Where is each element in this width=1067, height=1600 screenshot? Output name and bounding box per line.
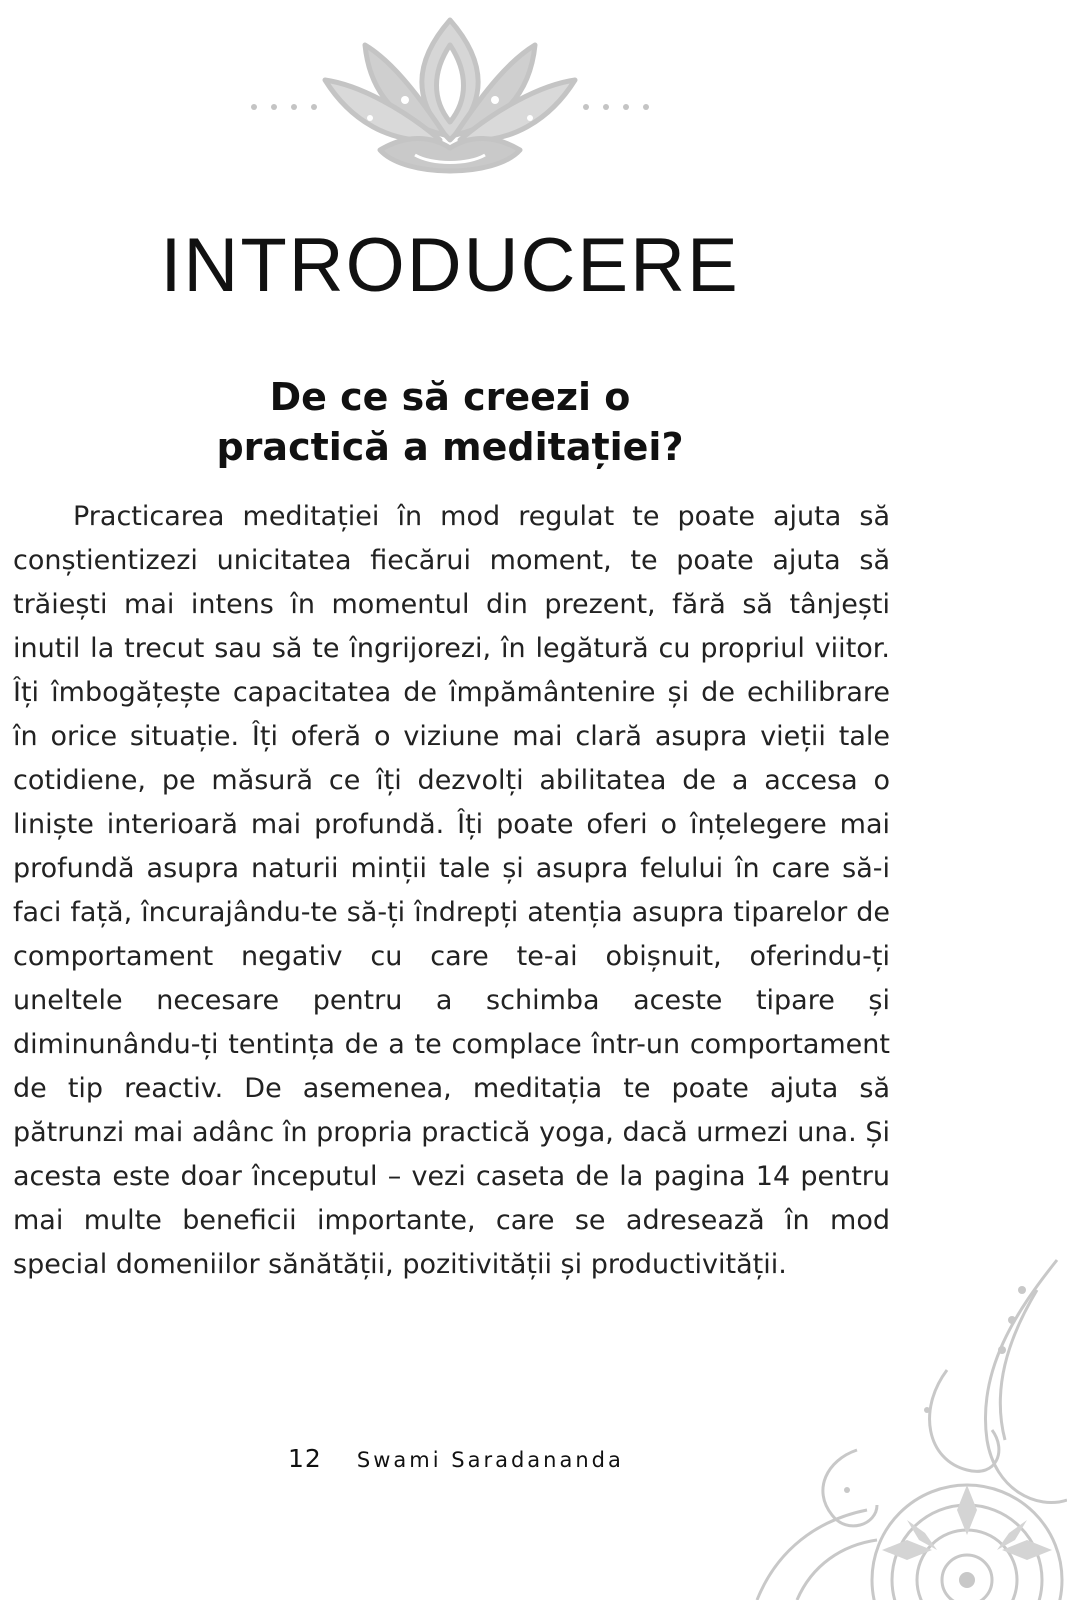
section-title-line-2: practică a meditației? (216, 425, 684, 469)
page-footer (288, 1444, 624, 1473)
lotus-ornament-icon (240, 0, 660, 200)
author-name: Swami Saradananda (356, 1448, 624, 1472)
section-title-line-1: De ce să creezi o (269, 375, 631, 419)
chapter-title: INTRODUCERE (160, 223, 740, 308)
section-title (130, 372, 770, 472)
mandala-corner-icon (737, 1250, 1067, 1600)
body-paragraph: Practicarea meditației în mod regulat te poate ajuta să conștientizezi unicitatea fiecărui moment, te poate ajuta să trăiești mai intens în momentul din prezent, fără să tânjești inutil la trecut sau să te îngrijorezi, în legătură cu propriul viitor. Îți îmbogățește capacitatea de împământenire și de echilibrare în orice situație. Îți oferă o viziune mai clară asupra vieții tale cotidiene, pe măsură ce îți dezvolți abilitatea de a accesa o liniște interioară mai profundă. Îți poate oferi o înțelegere mai profundă asupra naturii minții tale și asupra felului în care să-i faci față, încurajându-te să-ți îndrepți atenția asupra tiparelor de comportament negativ cu care te-ai obișnuit, oferindu-ți uneltele necesare pentru a schimba aceste tipare și diminunându-ți tentința de a te complace într-un comportament de tip reactiv. De asemenea, meditația te poate ajuta să pătrunzi mai adânc în propria practică yoga, dacă urmezi una. Și acesta este doar începutul – vezi caseta de la pagina 14 pentru mai multe beneficii importante, care se adresează în mod special domeniilor sănătății, pozitivității și productivității. (13, 501, 890, 1280)
page-number: 12 (288, 1444, 322, 1473)
